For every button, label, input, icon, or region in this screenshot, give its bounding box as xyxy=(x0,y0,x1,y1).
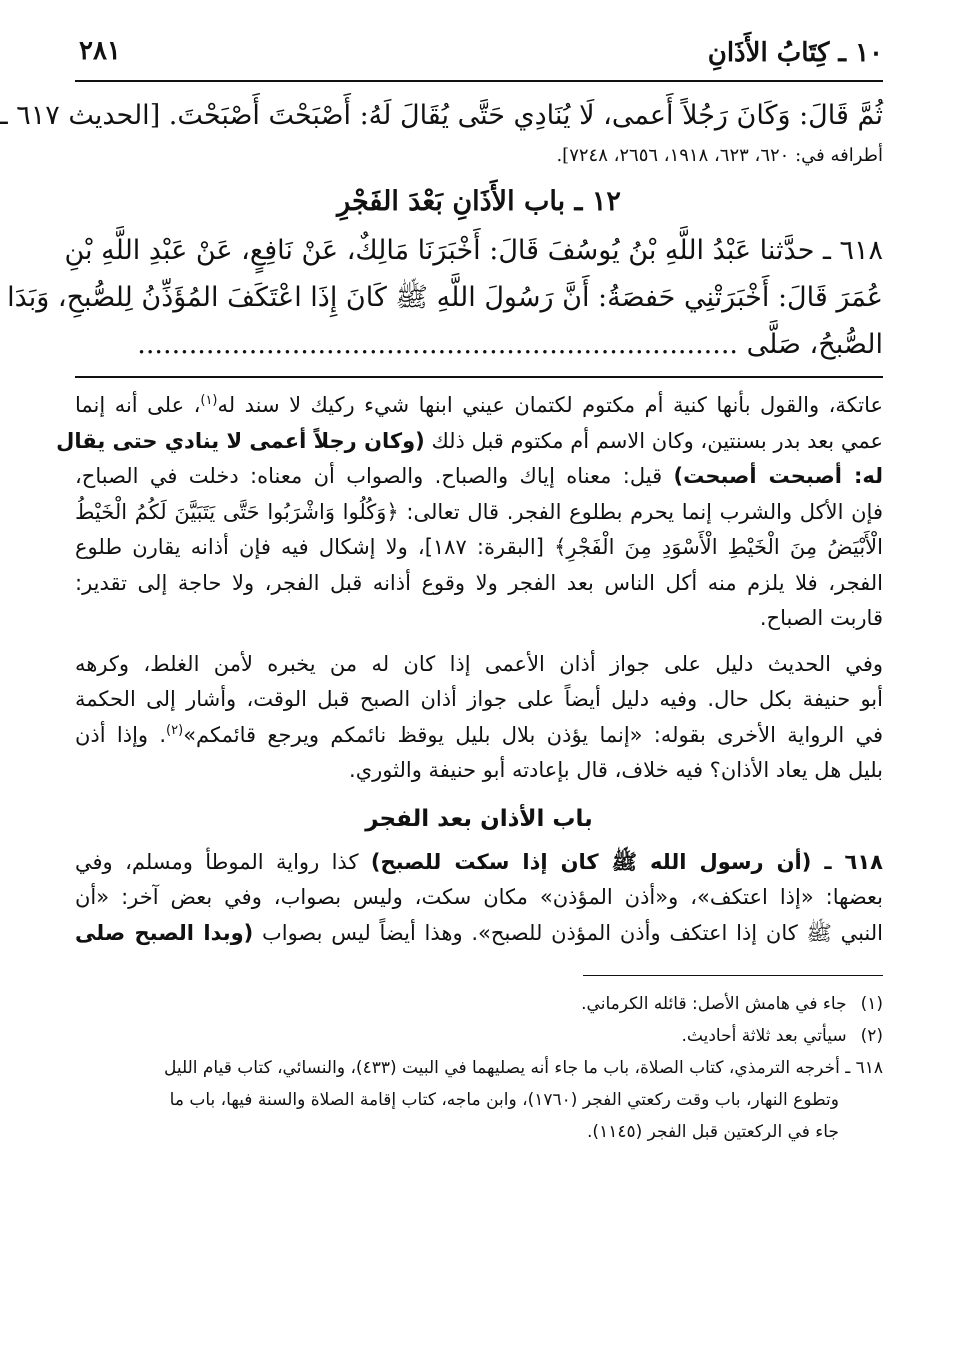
hadith-618 xyxy=(7,227,883,368)
commentary-text: . وإذا أذن xyxy=(75,722,167,747)
commentary-line: أبو حنيفة بكل حال. وفيه دليل أيضاً على جواز أذان الصبح قبل الوقت، وأشار إلى الحكمة xyxy=(75,687,883,711)
hadith-617-atraf: أطرافه في: ٦٢٠، ٦٢٣، ١٩١٨، ٢٦٥٦، ٧٢٤٨]. xyxy=(556,145,883,166)
footnote-text: سيأتي بعد ثلاثة أحاديث. xyxy=(681,1026,847,1046)
footnotes xyxy=(75,988,883,1148)
commentary-quote: (وبدا الصبح صلى xyxy=(75,920,254,945)
commentary-text: قيل: معناه إياك والصباح. والصواب أن معناه: دخلت في الصباح، xyxy=(75,464,674,488)
commentary-line xyxy=(56,424,883,460)
commentary-quote: (وكان رجلاً أعمى لا ينادي حتى يقال xyxy=(56,428,425,453)
footnote-618-cont: وتطوع النهار، باب وقت ركعتي الفجر (١٧٦٠)، وابن ماجه، كتاب إقامة الصلاة والسنة فيها، باب ما xyxy=(169,1090,839,1110)
hadith-617-line: ثُمَّ قَالَ: وَكَانَ رَجُلاً أَعمى، لَا يُنَادِي حَتَّى يُقَالَ لَهُ: أَصْبَحْتَ أَصْبَحْتَ. [الحديث ٦١٧ ـ xyxy=(0,100,883,131)
commentary-line xyxy=(75,916,883,952)
commentary-text: عاتكة، والقول بأنها كنية أم مكتوم لكتمان عيني ابنها شيء ركيك لا سند له xyxy=(217,393,883,417)
commentary-text: عمي بعد بدر بسنتين، وكان الاسم أم مكتوم قبل ذلك xyxy=(431,428,883,453)
commentary-line xyxy=(75,718,883,754)
footnote-618: ٦١٨ ـ أخرجه الترمذي، كتاب الصلاة، باب ما جاء أنه يصليهما في البيت (٤٣٣)، والنسائي، كتاب قيام الليل xyxy=(163,1058,883,1078)
footnote-number: (١) xyxy=(860,994,883,1014)
hadith-618-line: عُمَرَ قَالَ: أَخْبَرَتْنِي حَفصَةُ: أَنَّ رَسُولَ اللَّهِ ﷺ كَانَ إِذَا اعْتَكَفَ المُؤَذِّنُ لِلصُّبحِ، وَبَدَا xyxy=(7,282,883,313)
commentary-line xyxy=(75,845,883,881)
commentary-text: في الرواية الأخرى بقوله: «إنما يؤذن بلال بليل يوقظ نائمكم ويرجع قائمكم» xyxy=(183,722,884,747)
document-page xyxy=(0,30,884,1330)
commentary-line: قاربت الصباح. xyxy=(759,606,883,630)
footnote-618-cont: جاء في الركعتين قبل الفجر (١١٤٥). xyxy=(587,1122,839,1142)
commentary-text: ، على أنه إنما xyxy=(75,393,201,417)
commentary-sub-title: باب الأذان بعد الفجر xyxy=(365,805,593,832)
separator-rule xyxy=(75,376,883,378)
hadith-618-line: ٦١٨ ـ حدَّثنا عَبْدُ اللَّهِ بْنُ يُوسُفَ قَالَ: أَخْبَرَنَا مَالِكٌ، عَنْ نَافِعٍ، عَنْ عَبْدِ اللَّهِ بْنِ xyxy=(64,235,883,266)
commentary xyxy=(56,388,884,951)
page-number: ٢٨١ xyxy=(79,36,121,66)
footnote-2 xyxy=(75,1020,883,1052)
bab-title: ١٢ ـ باب الأَذَانِ بَعْدَ الفَجْرِ xyxy=(337,186,621,217)
hadith-text-top xyxy=(0,92,883,173)
commentary-text: النبي ﷺ كان إذا اعتكف وأذن المؤذن للصبح». وهذا أيضاً ليس بصواب xyxy=(253,920,883,945)
commentary-line: الفجر، فلا يلزم منه أكل الناس بعد الفجر ولا وقوع أذانه قبل الفجر، ولا حاجة إلى تقدير: xyxy=(75,570,883,595)
footnote-marker: (١) xyxy=(200,393,218,408)
footnote-marker: (٢) xyxy=(166,722,184,738)
commentary-line xyxy=(75,459,883,495)
commentary-quote: له: أصبحت أصبحت) xyxy=(673,464,883,488)
continuation-dots: ...................................................................... xyxy=(137,329,739,360)
footnote-1 xyxy=(75,988,883,1020)
commentary-line: بعضها: «إذا اعتكف»، و«أذن المؤذن» مكان سكت، وليس بصواب، وفي بعض آخر: «أن xyxy=(75,885,883,909)
commentary-line: فإن الأكل والشرب إنما يحرم بطلوع الفجر. قال تعالى: ﴿وَكُلُوا وَاشْرَبُوا حَتَّى يَتَبَيَّنَ لَكُمُ الْخَيْطُ xyxy=(75,499,883,524)
commentary-text: كذا رواية الموطأ ومسلم، وفي xyxy=(75,849,371,874)
commentary-line xyxy=(75,388,883,424)
footnote-number: (٢) xyxy=(860,1026,883,1046)
footnote-separator xyxy=(583,975,883,976)
footnote-text: جاء في هامش الأصل: قائله الكرماني. xyxy=(581,994,847,1014)
chapter-title: ١٠ ـ كِتَابُ الأَذَانِ xyxy=(707,38,883,68)
commentary-line: وفي الحديث دليل على جواز أذان الأعمى إذا كان له من يخبره لأمن الغلط، وكرهه xyxy=(75,651,883,676)
hadith-618-line-text: الصُّبحُ، صَلَّى xyxy=(746,329,883,360)
running-head xyxy=(75,30,883,82)
commentary-quote: ٦١٨ ـ (أن رسول الله ﷺ كان إذا سكت للصبح) xyxy=(370,849,883,874)
commentary-line: الْأَبْيَضُ مِنَ الْخَيْطِ الْأَسْوَدِ مِنَ الْفَجْرِ﴾ [البقرة: ١٨٧]، ولا إشكال فيه فإن أذانه يقارن طلوع xyxy=(75,535,883,559)
hadith-618-line xyxy=(75,321,883,368)
commentary-line: بليل هل يعاد الأذان؟ فيه خلاف، قال بإعادته أبو حنيفة والثوري. xyxy=(349,758,883,782)
